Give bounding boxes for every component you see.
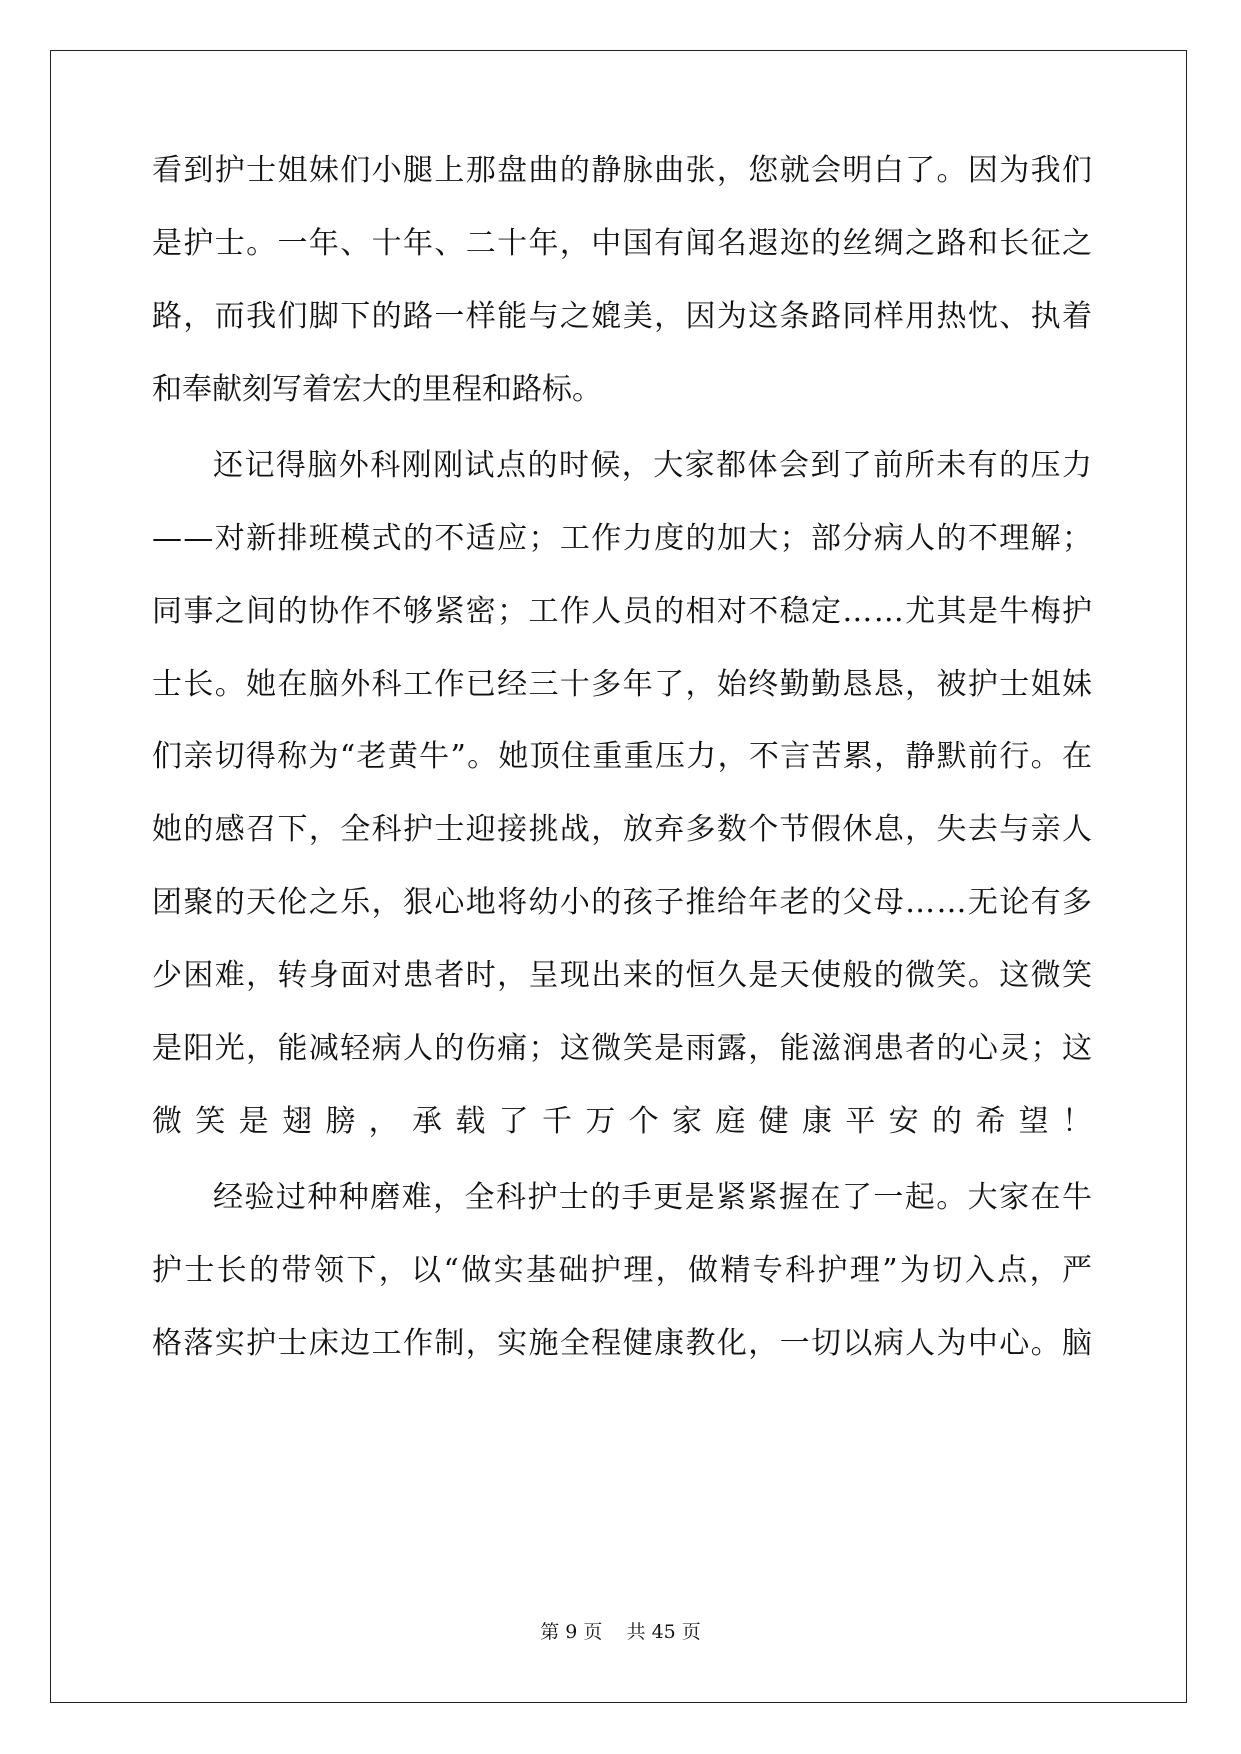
text-line: 护士长的带领下，以“做实基础护理，做精专科护理”为切入点，严 — [152, 1253, 1095, 1288]
text-line: ——对新排班模式的不适应；工作力度的加大；部分病人的不理解； — [152, 521, 1094, 556]
text-line: 同事之间的协作不够紧密；工作人员的相对不稳定……尤其是牛梅护 — [152, 594, 1094, 629]
text-line: 们亲切得称为“老黄牛”。她顶住重重压力，不言苦累，静默前行。在 — [152, 739, 1094, 774]
paragraph-start-line: 还记得脑外科刚刚试点的时候，大家都体会到了前所未有的压力 — [213, 448, 1094, 483]
page-number: 第 9 页 — [540, 1621, 603, 1643]
text-line: 士长。她在脑外科工作已经三十多年了，始终勤勤恳恳，被护士姐妹 — [152, 667, 1094, 702]
text-line: 她的感召下，全科护士迎接挑战，放弃多数个节假休息，失去与亲人 — [152, 812, 1094, 847]
page-footer — [0, 1617, 1241, 1644]
text-line: 路，而我们脚下的路一样能与之媲美，因为这条路同样用热忱、执着 — [152, 299, 1094, 334]
total-pages: 共 45 页 — [626, 1621, 701, 1643]
text-line: 微笑是翅膀，承载了千万个家庭健康平安的希望！ — [152, 1104, 1106, 1139]
text-line: 是护士。一年、十年、二十年，中国有闻名遐迩的丝绸之路和长征之 — [152, 226, 1094, 261]
text-line: 是阳光，能减轻病人的伤痛；这微笑是雨露，能滋润患者的心灵；这 — [152, 1031, 1094, 1066]
text-line: 和奉献刻写着宏大的里程和路标。 — [152, 372, 602, 407]
text-line: 格落实护士床边工作制，实施全程健康教化，一切以病人为中心。脑 — [152, 1326, 1094, 1361]
footer-spacer — [602, 1621, 626, 1643]
text-line: 团聚的天伦之乐，狠心地将幼小的孩子推给年老的父母……无论有多 — [152, 885, 1094, 920]
text-line: 少困难，转身面对患者时，呈现出来的恒久是天使般的微笑。这微笑 — [152, 958, 1094, 993]
paragraph-start-line: 经验过种种磨难，全科护士的手更是紧紧握在了一起。大家在牛 — [213, 1180, 1094, 1215]
text-line: 看到护士姐妹们小腿上那盘曲的静脉曲张，您就会明白了。因为我们 — [152, 153, 1094, 188]
